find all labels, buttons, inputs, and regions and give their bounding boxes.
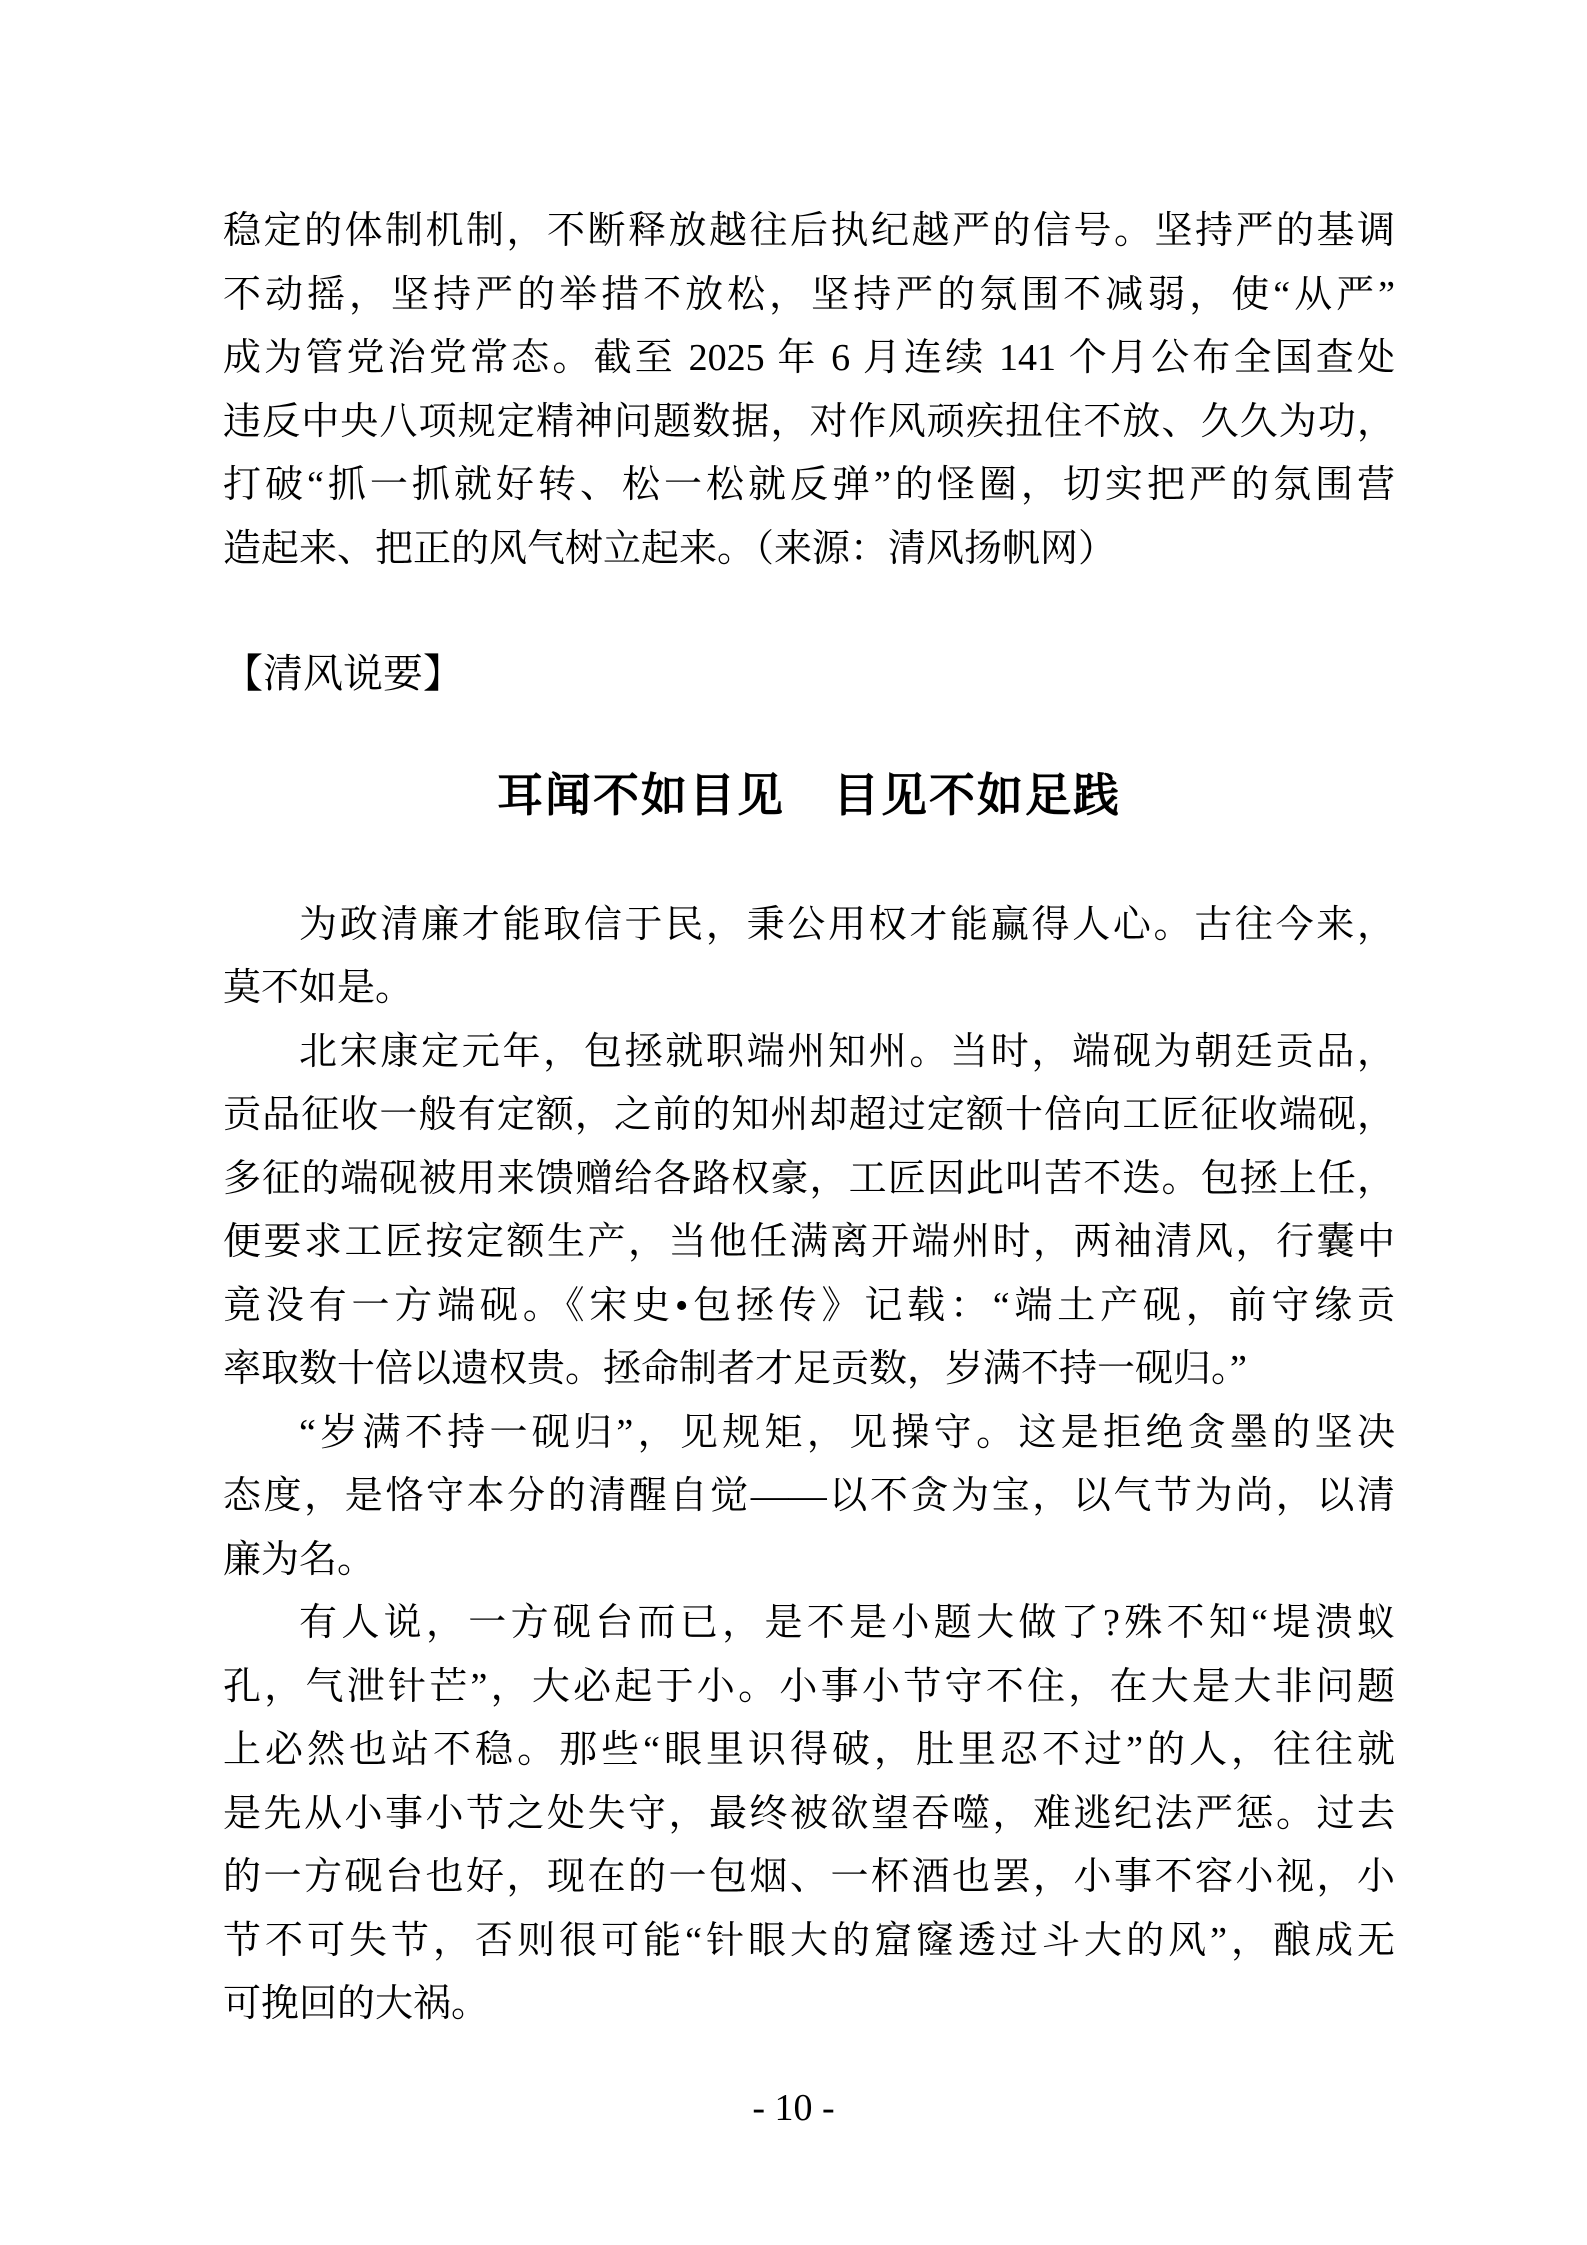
text-line: 是先从小事小节之处失守，最终被欲望吞噬，难逃纪法严惩。过去	[223, 1792, 1395, 1835]
text-line: 态度，是恪守本分的清醒自觉——以不贪为宝，以气节为尚，以清	[223, 1475, 1395, 1517]
article-body	[223, 894, 1395, 2037]
text-line: 节不可失节，否则很可能“针眼大的窟窿透过斗大的风”，酿成无	[223, 1919, 1395, 1962]
paragraph	[223, 1402, 1395, 1593]
text-line: 造起来、把正的风气树立起来。（来源：清风扬帆网）	[223, 527, 1117, 570]
text-line: 孔，气泄针芒”，大必起于小。小事小节守不住，在大是大非问题	[223, 1665, 1395, 1708]
section-header: 【清风说要】	[223, 651, 463, 696]
text-line: 上必然也站不稳。那些“眼里识得破，肚里忍不过”的人，往往就	[223, 1729, 1395, 1771]
text-line: 为政清廉才能取信于民，秉公用权才能赢得人心。古往今来，	[299, 903, 1395, 946]
page-number: - 10 -	[752, 2087, 835, 2129]
text-line: 有人说，一方砚台而已，是不是小题大做了?殊不知“堤溃蚁	[299, 1602, 1395, 1644]
text-line: 莫不如是。	[223, 967, 414, 1009]
text-line: 的一方砚台也好，现在的一包烟、一杯酒也罢，小事不容小视，小	[223, 1856, 1395, 1898]
page-body	[223, 200, 1395, 2037]
text-line: 成为管党治党常态。截至 2025 年 6 月连续 141 个月公布全国查处	[223, 337, 1395, 379]
text-line: 率取数十倍以遗权贵。拯命制者才足贡数，岁满不持一砚归。”	[223, 1348, 1247, 1390]
text-line: 竟没有一方端砚。《宋史•包拯传》记载：“端土产砚，前守缘贡	[223, 1284, 1395, 1327]
text-line: 廉为名。	[223, 1538, 376, 1581]
article-title: 耳闻不如目见 目见不如足践	[497, 769, 1121, 821]
text-line: “岁满不持一砚归”，见规矩，见操守。这是拒绝贪墨的坚决	[299, 1411, 1395, 1454]
text-line: 北宋康定元年，包拯就职端州知州。当时，端砚为朝廷贡品，	[299, 1030, 1395, 1073]
text-line: 可挽回的大祸。	[223, 1983, 490, 2025]
paragraph	[223, 894, 1395, 1021]
paragraph	[223, 1592, 1395, 2037]
lead-paragraph	[223, 200, 1395, 581]
text-line: 违反中央八项规定精神问题数据，对作风顽疾扭住不放、久久为功，	[223, 400, 1395, 443]
text-line: 多征的端砚被用来馈赠给各路权豪，工匠因此叫苦不迭。包拯上任，	[223, 1157, 1395, 1200]
text-line: 打破“抓一抓就好转、松一松就反弹”的怪圈，切实把严的氛围营	[223, 464, 1395, 506]
paragraph	[223, 1021, 1395, 1402]
text-line: 贡品征收一般有定额，之前的知州却超过定额十倍向工匠征收端砚，	[223, 1094, 1395, 1136]
text-line: 便要求工匠按定额生产，当他任满离开端州时，两袖清风，行囊中	[223, 1221, 1395, 1263]
text-line: 不动摇，坚持严的举措不放松，坚持严的氛围不减弱，使“从严”	[223, 273, 1395, 316]
text-line: 稳定的体制机制，不断释放越往后执纪越严的信号。坚持严的基调	[223, 210, 1395, 252]
